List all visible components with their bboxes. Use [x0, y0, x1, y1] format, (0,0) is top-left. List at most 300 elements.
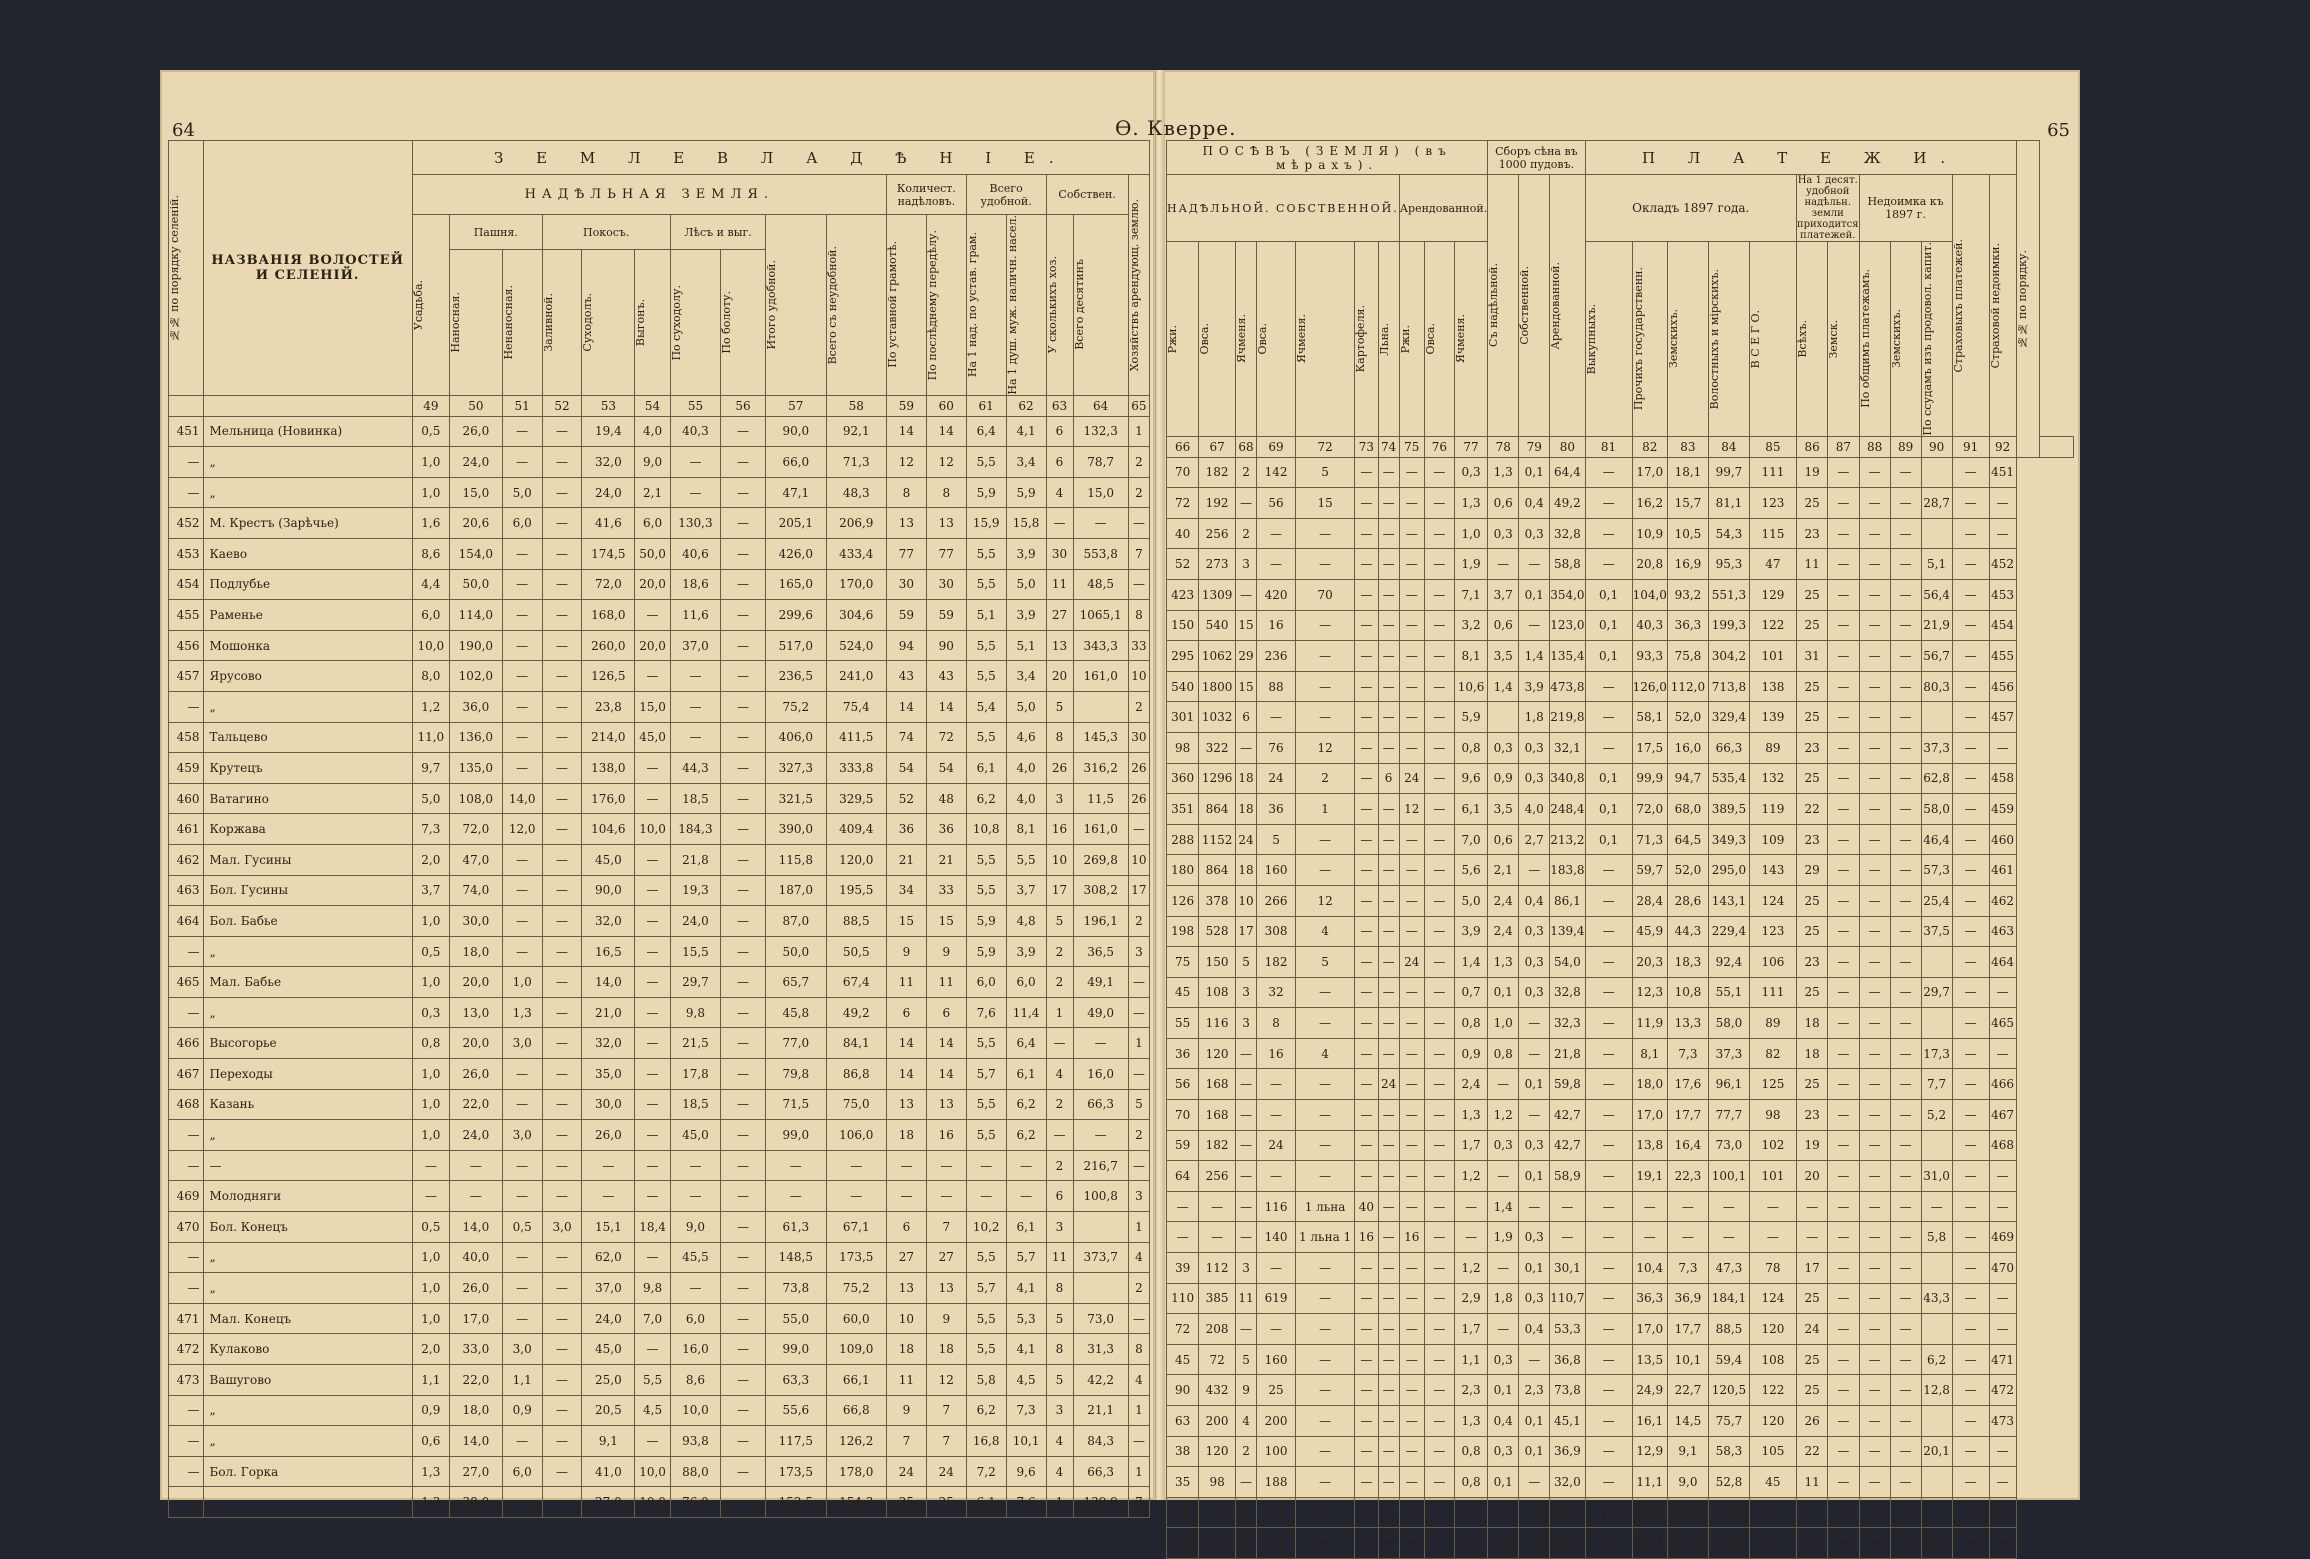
table-cell: 10,4: [1632, 1253, 1667, 1284]
table-cell: 23: [1796, 518, 1827, 549]
table-cell: 1,2: [1454, 1528, 1487, 1559]
table-cell: 16,0: [1667, 732, 1708, 763]
table-cell: —: [1519, 610, 1550, 641]
table-cell: —: [1952, 794, 1989, 825]
table-cell: 3,2: [1454, 610, 1487, 641]
table-cell: 70: [1296, 579, 1355, 610]
table-cell: 47,0: [449, 844, 502, 875]
column-number: 81: [1585, 436, 1632, 457]
table-cell: 16,8: [966, 1426, 1006, 1457]
table-cell: 10: [1128, 844, 1149, 875]
table-cell: 11,0: [412, 722, 449, 753]
col-h51: Ненаносная.: [501, 285, 515, 360]
table-cell: 5,6: [1454, 855, 1487, 886]
table-cell: 0,3: [1519, 1222, 1550, 1253]
table-cell: —: [1952, 763, 1989, 794]
table-cell: 28,4: [1632, 885, 1667, 916]
table-cell: —: [721, 875, 766, 906]
table-cell: —: [1859, 1130, 1890, 1161]
table-cell: 25: [1796, 763, 1827, 794]
table-cell: 553,8: [1073, 538, 1128, 569]
table-cell: 123,0: [1550, 610, 1585, 641]
column-number: 63: [1046, 395, 1073, 416]
table-cell: —: [1355, 794, 1378, 825]
table-cell: 0,3: [1519, 732, 1550, 763]
table-cell: 20,6: [449, 508, 502, 539]
table-cell: —: [721, 1089, 766, 1120]
table-row: [1167, 1467, 2074, 1498]
table-cell: 0,3: [1488, 1344, 1519, 1375]
table-cell: 90,0: [582, 875, 635, 906]
table-cell: —: [1424, 1253, 1454, 1284]
table-cell: —: [1890, 549, 1921, 580]
table-cell: 161,0: [1073, 814, 1128, 845]
col-h64: Всего десятинъ: [1072, 259, 1086, 351]
table-cell: —: [502, 906, 542, 937]
table-cell: —: [966, 1150, 1006, 1181]
table-cell: —: [1890, 1100, 1921, 1131]
table-cell: —: [1235, 1161, 1256, 1192]
table-row: [169, 477, 1150, 508]
table-cell: —: [1828, 1253, 1859, 1284]
table-cell: —: [1378, 1130, 1399, 1161]
group-zemlevladenie: З Е М Л Е В Л А Д Ѣ Н І Е.: [412, 141, 1149, 175]
table-cell: 0,8: [1454, 732, 1487, 763]
table-row: [1167, 1222, 2074, 1253]
table-cell: 14: [926, 416, 966, 447]
table-cell: —: [1454, 1222, 1487, 1253]
table-cell: —: [1424, 1497, 1454, 1528]
table-cell: 47,1: [766, 477, 826, 508]
table-cell: 45,1: [1550, 1406, 1585, 1437]
table-cell: 77: [926, 538, 966, 569]
col-h58: Всего съ неудобной.: [825, 245, 839, 364]
table-cell: 2,4: [1488, 916, 1519, 947]
table-cell: —: [1585, 1161, 1632, 1192]
table-cell: 13: [887, 508, 927, 539]
table-cell: 45,0: [582, 844, 635, 875]
table-cell: 619: [1257, 1283, 1296, 1314]
table-cell: —: [1355, 977, 1378, 1008]
table-cell: —: [1235, 1191, 1256, 1222]
table-cell: 9: [1235, 1375, 1256, 1406]
table-cell: 72: [1167, 488, 1199, 519]
table-row: [169, 1181, 1150, 1212]
row-number: 463: [1989, 916, 2016, 947]
table-cell: 20,3: [1632, 947, 1667, 978]
table-cell: 23: [1796, 1100, 1827, 1131]
table-cell: —: [635, 1334, 671, 1365]
table-cell: 5,5: [966, 722, 1006, 753]
table-cell: 2,7: [1519, 824, 1550, 855]
table-cell: —: [1355, 579, 1378, 610]
table-cell: —: [1890, 1222, 1921, 1253]
table-cell: —: [1235, 1467, 1256, 1498]
table-cell: 105: [1749, 1436, 1796, 1467]
table-cell: 24,9: [1632, 1375, 1667, 1406]
table-cell: —: [542, 447, 582, 478]
table-cell: 5,0: [412, 783, 449, 814]
table-cell: —: [1585, 457, 1632, 488]
table-cell: [1921, 1406, 1952, 1437]
table-cell: [1921, 947, 1952, 978]
table-cell: 120: [1199, 1038, 1236, 1069]
table-cell: 106: [1749, 947, 1796, 978]
table-cell: —: [1399, 885, 1424, 916]
table-cell: —: [1585, 671, 1632, 702]
table-cell: 16: [1399, 1222, 1424, 1253]
table-cell: —: [1424, 1406, 1454, 1437]
table-cell: 66,3: [1073, 1456, 1128, 1487]
table-cell: —: [1296, 641, 1355, 672]
table-cell: —: [1859, 1497, 1890, 1528]
table-cell: —: [1128, 1150, 1149, 1181]
table-cell: 55,1: [1708, 977, 1749, 1008]
settlement-name: Казань: [203, 1089, 412, 1120]
table-cell: —: [1399, 855, 1424, 886]
table-cell: 1152: [1199, 824, 1236, 855]
table-cell: 528: [1199, 916, 1236, 947]
table-cell: 24,0: [449, 447, 502, 478]
table-cell: 50,0: [766, 936, 826, 967]
table-cell: —: [1828, 763, 1859, 794]
table-cell: —: [1890, 1314, 1921, 1345]
table-cell: —: [502, 1303, 542, 1334]
table-cell: 122: [1749, 610, 1796, 641]
table-row: [169, 416, 1150, 447]
table-cell: —: [542, 906, 582, 937]
table-cell: —: [1890, 763, 1921, 794]
table-cell: 349,3: [1708, 824, 1749, 855]
table-cell: 24: [1378, 1069, 1399, 1100]
table-cell: 5,5: [966, 844, 1006, 875]
table-cell: —: [1550, 1191, 1585, 1222]
table-cell: 20: [1046, 661, 1073, 692]
table-cell: —: [1355, 1314, 1378, 1345]
table-cell: —: [1128, 967, 1149, 998]
table-cell: 58,0: [1708, 1008, 1749, 1039]
table-cell: —: [542, 661, 582, 692]
row-number: 466: [169, 1028, 204, 1059]
table-row: [1167, 1069, 2074, 1100]
table-cell: —: [1378, 916, 1399, 947]
row-number: —: [1989, 1436, 2016, 1467]
table-cell: 54: [926, 753, 966, 784]
table-cell: 6: [926, 997, 966, 1028]
table-cell: —: [1585, 977, 1632, 1008]
rcol-79: Собственной.: [1518, 265, 1532, 345]
table-row: [169, 1028, 1150, 1059]
table-cell: 37,3: [1921, 732, 1952, 763]
table-cell: —: [542, 569, 582, 600]
settlement-name: „: [203, 447, 412, 478]
table-cell: 1,0: [502, 967, 542, 998]
table-cell: —: [1859, 885, 1890, 916]
table-cell: 13,8: [1632, 1130, 1667, 1161]
table-cell: —: [542, 1059, 582, 1090]
table-cell: 123: [1749, 488, 1796, 519]
table-cell: 308: [1257, 916, 1296, 947]
table-cell: 0,9: [412, 1395, 449, 1426]
table-cell: 0,3: [412, 997, 449, 1028]
table-cell: 1,2: [412, 691, 449, 722]
table-cell: 176,3: [1708, 1497, 1749, 1528]
group-sobstv: Собствен.: [1046, 175, 1128, 215]
table-cell: —: [542, 1150, 582, 1181]
column-number: 79: [1519, 436, 1550, 457]
row-number: 471: [169, 1303, 204, 1334]
table-cell: 5: [1235, 1497, 1256, 1528]
table-cell: —: [1708, 1222, 1749, 1253]
table-cell: —: [542, 1242, 582, 1273]
table-cell: —: [1424, 1436, 1454, 1467]
table-cell: 9,7: [412, 753, 449, 784]
group-posev: ПОСѢВЪ (ЗЕМЛЯ) (въ мѣрахъ).: [1167, 141, 1488, 175]
table-cell: 32,1: [1550, 732, 1585, 763]
table-cell: 90: [1167, 1375, 1199, 1406]
table-cell: —: [542, 967, 582, 998]
rcol-76: Овса.: [1423, 323, 1437, 355]
table-cell: —: [542, 936, 582, 967]
table-cell: 11: [1796, 1467, 1827, 1498]
table-row: [169, 600, 1150, 631]
table-cell: 49,1: [1073, 967, 1128, 998]
table-cell: 0,3: [1519, 518, 1550, 549]
table-cell: 21,5: [670, 1028, 720, 1059]
table-cell: 551,3: [1708, 579, 1749, 610]
table-cell: —: [1667, 1222, 1708, 1253]
table-cell: —: [1378, 1191, 1399, 1222]
table-cell: 25: [1796, 1283, 1827, 1314]
table-cell: 15: [1235, 671, 1256, 702]
table-cell: 360: [1167, 763, 1199, 794]
table-cell: 10,0: [670, 1395, 720, 1426]
sub-pokos: Покосъ.: [542, 215, 670, 250]
table-cell: 33,0: [449, 1334, 502, 1365]
table-cell: —: [1399, 641, 1424, 672]
table-cell: 304,2: [1708, 641, 1749, 672]
table-cell: 42,2: [1073, 1365, 1128, 1396]
table-cell: —: [1890, 610, 1921, 641]
table-cell: 192: [1199, 488, 1236, 519]
table-cell: —: [1424, 549, 1454, 580]
table-cell: —: [1859, 1069, 1890, 1100]
table-cell: 58,1: [1632, 702, 1667, 733]
column-number: 54: [635, 395, 671, 416]
table-cell: 61,3: [766, 1212, 826, 1243]
table-cell: —: [1355, 641, 1378, 672]
table-cell: —: [1355, 824, 1378, 855]
table-cell: 373,7: [1073, 1242, 1128, 1273]
table-cell: 36,3: [1667, 610, 1708, 641]
table-cell: —: [542, 875, 582, 906]
table-cell: 36: [1257, 794, 1296, 825]
table-cell: —: [1046, 1028, 1073, 1059]
table-cell: 3,0: [542, 1212, 582, 1243]
table-cell: 12,3: [1632, 977, 1667, 1008]
table-cell: —: [1952, 1314, 1989, 1345]
row-number: 451: [169, 416, 204, 447]
column-number: 58: [826, 395, 886, 416]
table-cell: —: [926, 1150, 966, 1181]
table-cell: 72: [926, 722, 966, 753]
table-cell: —: [1859, 763, 1890, 794]
table-cell: 23: [1796, 947, 1827, 978]
table-cell: —: [1235, 579, 1256, 610]
table-cell: —: [1378, 457, 1399, 488]
table-cell: 0,1: [1519, 1253, 1550, 1284]
column-number: 69: [1257, 436, 1296, 457]
table-cell: [1921, 1497, 1952, 1528]
table-cell: 19,4: [582, 416, 635, 447]
table-cell: 25,0: [582, 1365, 635, 1396]
row-number: 452: [1989, 549, 2016, 580]
table-cell: 6: [1235, 702, 1256, 733]
rcol-89: Земскихъ.: [1889, 309, 1903, 369]
table-cell: 165,0: [766, 569, 826, 600]
table-cell: 86,8: [826, 1059, 886, 1090]
table-cell: 0,3: [1488, 1436, 1519, 1467]
table-cell: 0,4: [1519, 885, 1550, 916]
table-cell: —: [721, 630, 766, 661]
table-cell: —: [1859, 947, 1890, 978]
table-cell: —: [1378, 1038, 1399, 1069]
table-cell: 10,1: [1667, 1344, 1708, 1375]
table-cell: 535,4: [1708, 763, 1749, 794]
table-cell: —: [1952, 977, 1989, 1008]
rcol-85: В С Е Г О.: [1748, 309, 1762, 368]
table-cell: —: [1952, 855, 1989, 886]
table-row: [1167, 702, 2074, 733]
table-cell: 0,8: [1454, 1008, 1487, 1039]
table-cell: —: [1424, 1130, 1454, 1161]
group-oklad: Окладъ 1897 года.: [1585, 175, 1796, 242]
table-cell: 2: [1046, 936, 1073, 967]
table-cell: 27: [887, 1242, 927, 1273]
table-cell: 9,0: [1667, 1467, 1708, 1498]
table-cell: 7,1: [1454, 579, 1487, 610]
table-cell: —: [1378, 1222, 1399, 1253]
table-cell: —: [502, 722, 542, 753]
table-cell: 31,8: [1667, 1528, 1708, 1559]
table-cell: —: [1167, 1222, 1199, 1253]
column-number: 53: [582, 395, 635, 416]
table-cell: —: [1378, 1467, 1399, 1498]
table-cell: 12: [887, 447, 927, 478]
table-cell: 1,1: [1454, 1344, 1487, 1375]
table-cell: 18: [887, 1334, 927, 1365]
table-cell: 40: [1355, 1191, 1378, 1222]
table-cell: 14: [887, 1059, 927, 1090]
table-cell: 2,9: [1454, 1283, 1487, 1314]
table-cell: 59,8: [1550, 1069, 1585, 1100]
table-cell: 6: [887, 1212, 927, 1243]
table-cell: 94,7: [1667, 763, 1708, 794]
table-cell: 73,0: [1708, 1130, 1749, 1161]
table-cell: 7,3: [1006, 1395, 1046, 1426]
table-cell: —: [582, 1150, 635, 1181]
table-cell: —: [1952, 1253, 1989, 1284]
running-title: Ѳ. Кверре.: [1115, 116, 1237, 140]
table-cell: 1800: [1199, 671, 1236, 702]
table-cell: —: [1952, 1069, 1989, 1100]
table-cell: 170,0: [826, 569, 886, 600]
table-row: [1167, 916, 2074, 947]
rcol-77: Ячменя.: [1453, 314, 1467, 364]
table-cell: 64,5: [1667, 824, 1708, 855]
table-cell: 86,1: [1550, 885, 1585, 916]
column-number: 65: [1128, 395, 1149, 416]
table-cell: 540: [1199, 610, 1236, 641]
table-cell: —: [1378, 1528, 1399, 1559]
table-cell: 96,1: [1708, 1069, 1749, 1100]
table-cell: 32: [1257, 977, 1296, 1008]
table-cell: —: [1828, 732, 1859, 763]
table-cell: —: [502, 753, 542, 784]
table-cell: 1,0: [412, 906, 449, 937]
table-cell: 72,0: [582, 569, 635, 600]
table-cell: 4,6: [1006, 722, 1046, 753]
table-cell: 126,2: [826, 1426, 886, 1457]
table-cell: —: [1519, 1467, 1550, 1498]
table-cell: —: [1890, 824, 1921, 855]
table-cell: —: [1235, 1314, 1256, 1345]
table-cell: —: [1424, 1100, 1454, 1131]
table-cell: 2: [1128, 691, 1149, 722]
row-number: 458: [169, 722, 204, 753]
row-number: —: [1989, 1038, 2016, 1069]
table-cell: —: [721, 1426, 766, 1457]
table-cell: 864: [1199, 794, 1236, 825]
table-cell: —: [1424, 1344, 1454, 1375]
table-cell: —: [1399, 1314, 1424, 1345]
table-cell: —: [1828, 579, 1859, 610]
table-cell: 72: [1167, 1497, 1199, 1528]
column-number: 68: [1235, 436, 1256, 457]
column-number: 72: [1296, 436, 1355, 457]
column-number: 50: [449, 395, 502, 416]
table-cell: 16,0: [1073, 1059, 1128, 1090]
table-cell: 5,5: [966, 1089, 1006, 1120]
table-cell: 3,5: [1488, 641, 1519, 672]
table-cell: 126: [1167, 885, 1199, 916]
table-cell: —: [1424, 488, 1454, 519]
table-row: [1167, 824, 2074, 855]
table-cell: 20,0: [449, 1028, 502, 1059]
left-page: [160, 70, 1156, 1510]
table-cell: 1,0: [412, 1242, 449, 1273]
table-cell: 13: [926, 1273, 966, 1304]
table-cell: —: [1859, 1436, 1890, 1467]
row-number: 461: [169, 814, 204, 845]
rcol-74: Картофеля.: [1354, 305, 1368, 373]
table-cell: —: [582, 1181, 635, 1212]
table-cell: 27: [1046, 600, 1073, 631]
rcol-82: Прочихъ государственн.: [1631, 267, 1645, 411]
table-cell: 3: [1235, 1008, 1256, 1039]
table-cell: —: [542, 477, 582, 508]
table-cell: 0,1: [1519, 1069, 1550, 1100]
row-number: 455: [169, 600, 204, 631]
table-cell: 22,7: [1667, 1375, 1708, 1406]
table-cell: —: [635, 1426, 671, 1457]
table-cell: —: [1424, 1038, 1454, 1069]
table-cell: 132: [1749, 763, 1796, 794]
table-cell: —: [1257, 1069, 1296, 1100]
table-cell: 19,1: [1632, 1161, 1667, 1192]
table-cell: 1: [1128, 1028, 1149, 1059]
table-cell: —: [635, 1089, 671, 1120]
